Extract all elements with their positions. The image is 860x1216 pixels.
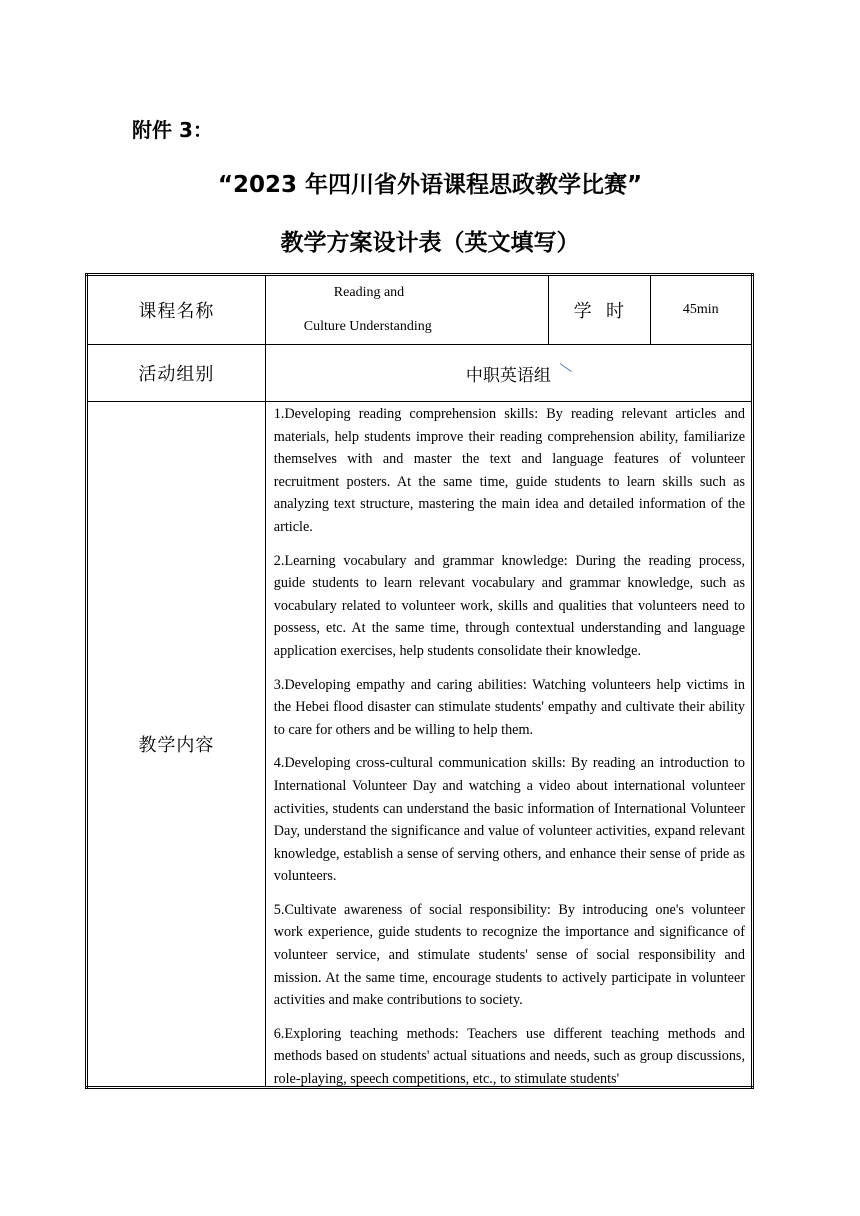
course-name-line2: Culture Understanding (303, 319, 432, 334)
course-name-label: 课程名称 (87, 275, 266, 345)
table-row (87, 402, 753, 1088)
table-row (87, 345, 753, 402)
group-value-cell (265, 345, 752, 402)
group-label: 活动组别 (87, 345, 266, 402)
content-cell (265, 402, 752, 1088)
table-row (87, 275, 753, 345)
content-label: 教学内容 (87, 402, 266, 1088)
group-value: 中职英语组 (465, 365, 551, 386)
content-item: 6.Exploring teaching methods: Teachers use different teaching methods and methods based on students' actual situations and needs, such as group discussions, role-playing, speech competitions, etc., to stimulate students' (273, 1025, 745, 1086)
document-title: “2023 年四川省外语课程思政教学比赛” (217, 172, 643, 198)
content-item: 5.Cultivate awareness of social responsibility: By introducing one's volunteer work experience, guide students to recognize the importance and significance of volunteer service, and stimulate students' sense of social responsibility and mission. At the same time, encourage students to actively participate in volunteer activities and make contributions to society. (273, 901, 745, 1009)
hours-label: 学 时 (549, 275, 650, 345)
content-item: 2.Learning vocabulary and grammar knowledge: During the reading process, guide students to learn relevant vocabulary and grammar knowledge, such as vocabulary related to volunteer work, skills and qualities that volunteers need to possess, etc. At the same time, through contextual understanding and language application exercises, help students consolidate their knowledge. (273, 552, 745, 659)
attachment-label: 附件 3： (132, 118, 213, 142)
hours-value: 45min (650, 275, 752, 345)
course-name-line1: Reading and (333, 285, 405, 300)
content-item: 1.Developing reading comprehension skills: By reading relevant articles and materials, help students improve their reading comprehension ability, familiarize themselves with and master the text and language features of volunteer recruitment posters. At the same time, guide students to learn skills such as analyzing text structure, mastering the main idea and detailed information of the article. (273, 406, 745, 535)
tick-mark-icon (560, 363, 572, 372)
document-subtitle: 教学方案设计表（英文填写） (280, 230, 580, 256)
lesson-plan-table (85, 273, 754, 1089)
course-name-cell (265, 275, 548, 345)
content-item: 3.Developing empathy and caring abilities: Watching volunteers help victims in the Hebei flood disaster can stimulate students' empathy and cultivate their ability to care for others and be willing to help them. (273, 676, 745, 738)
content-item: 4.Developing cross-cultural communication skills: By reading an introduction to International Volunteer Day and watching a video about international volunteer activities, students can understand the basic information of International Volunteer Day, understand the significance and value of volunteer activities, expand relevant knowledge, establish a sense of serving others, and enhance their sense of pride as volunteers. (273, 755, 745, 885)
